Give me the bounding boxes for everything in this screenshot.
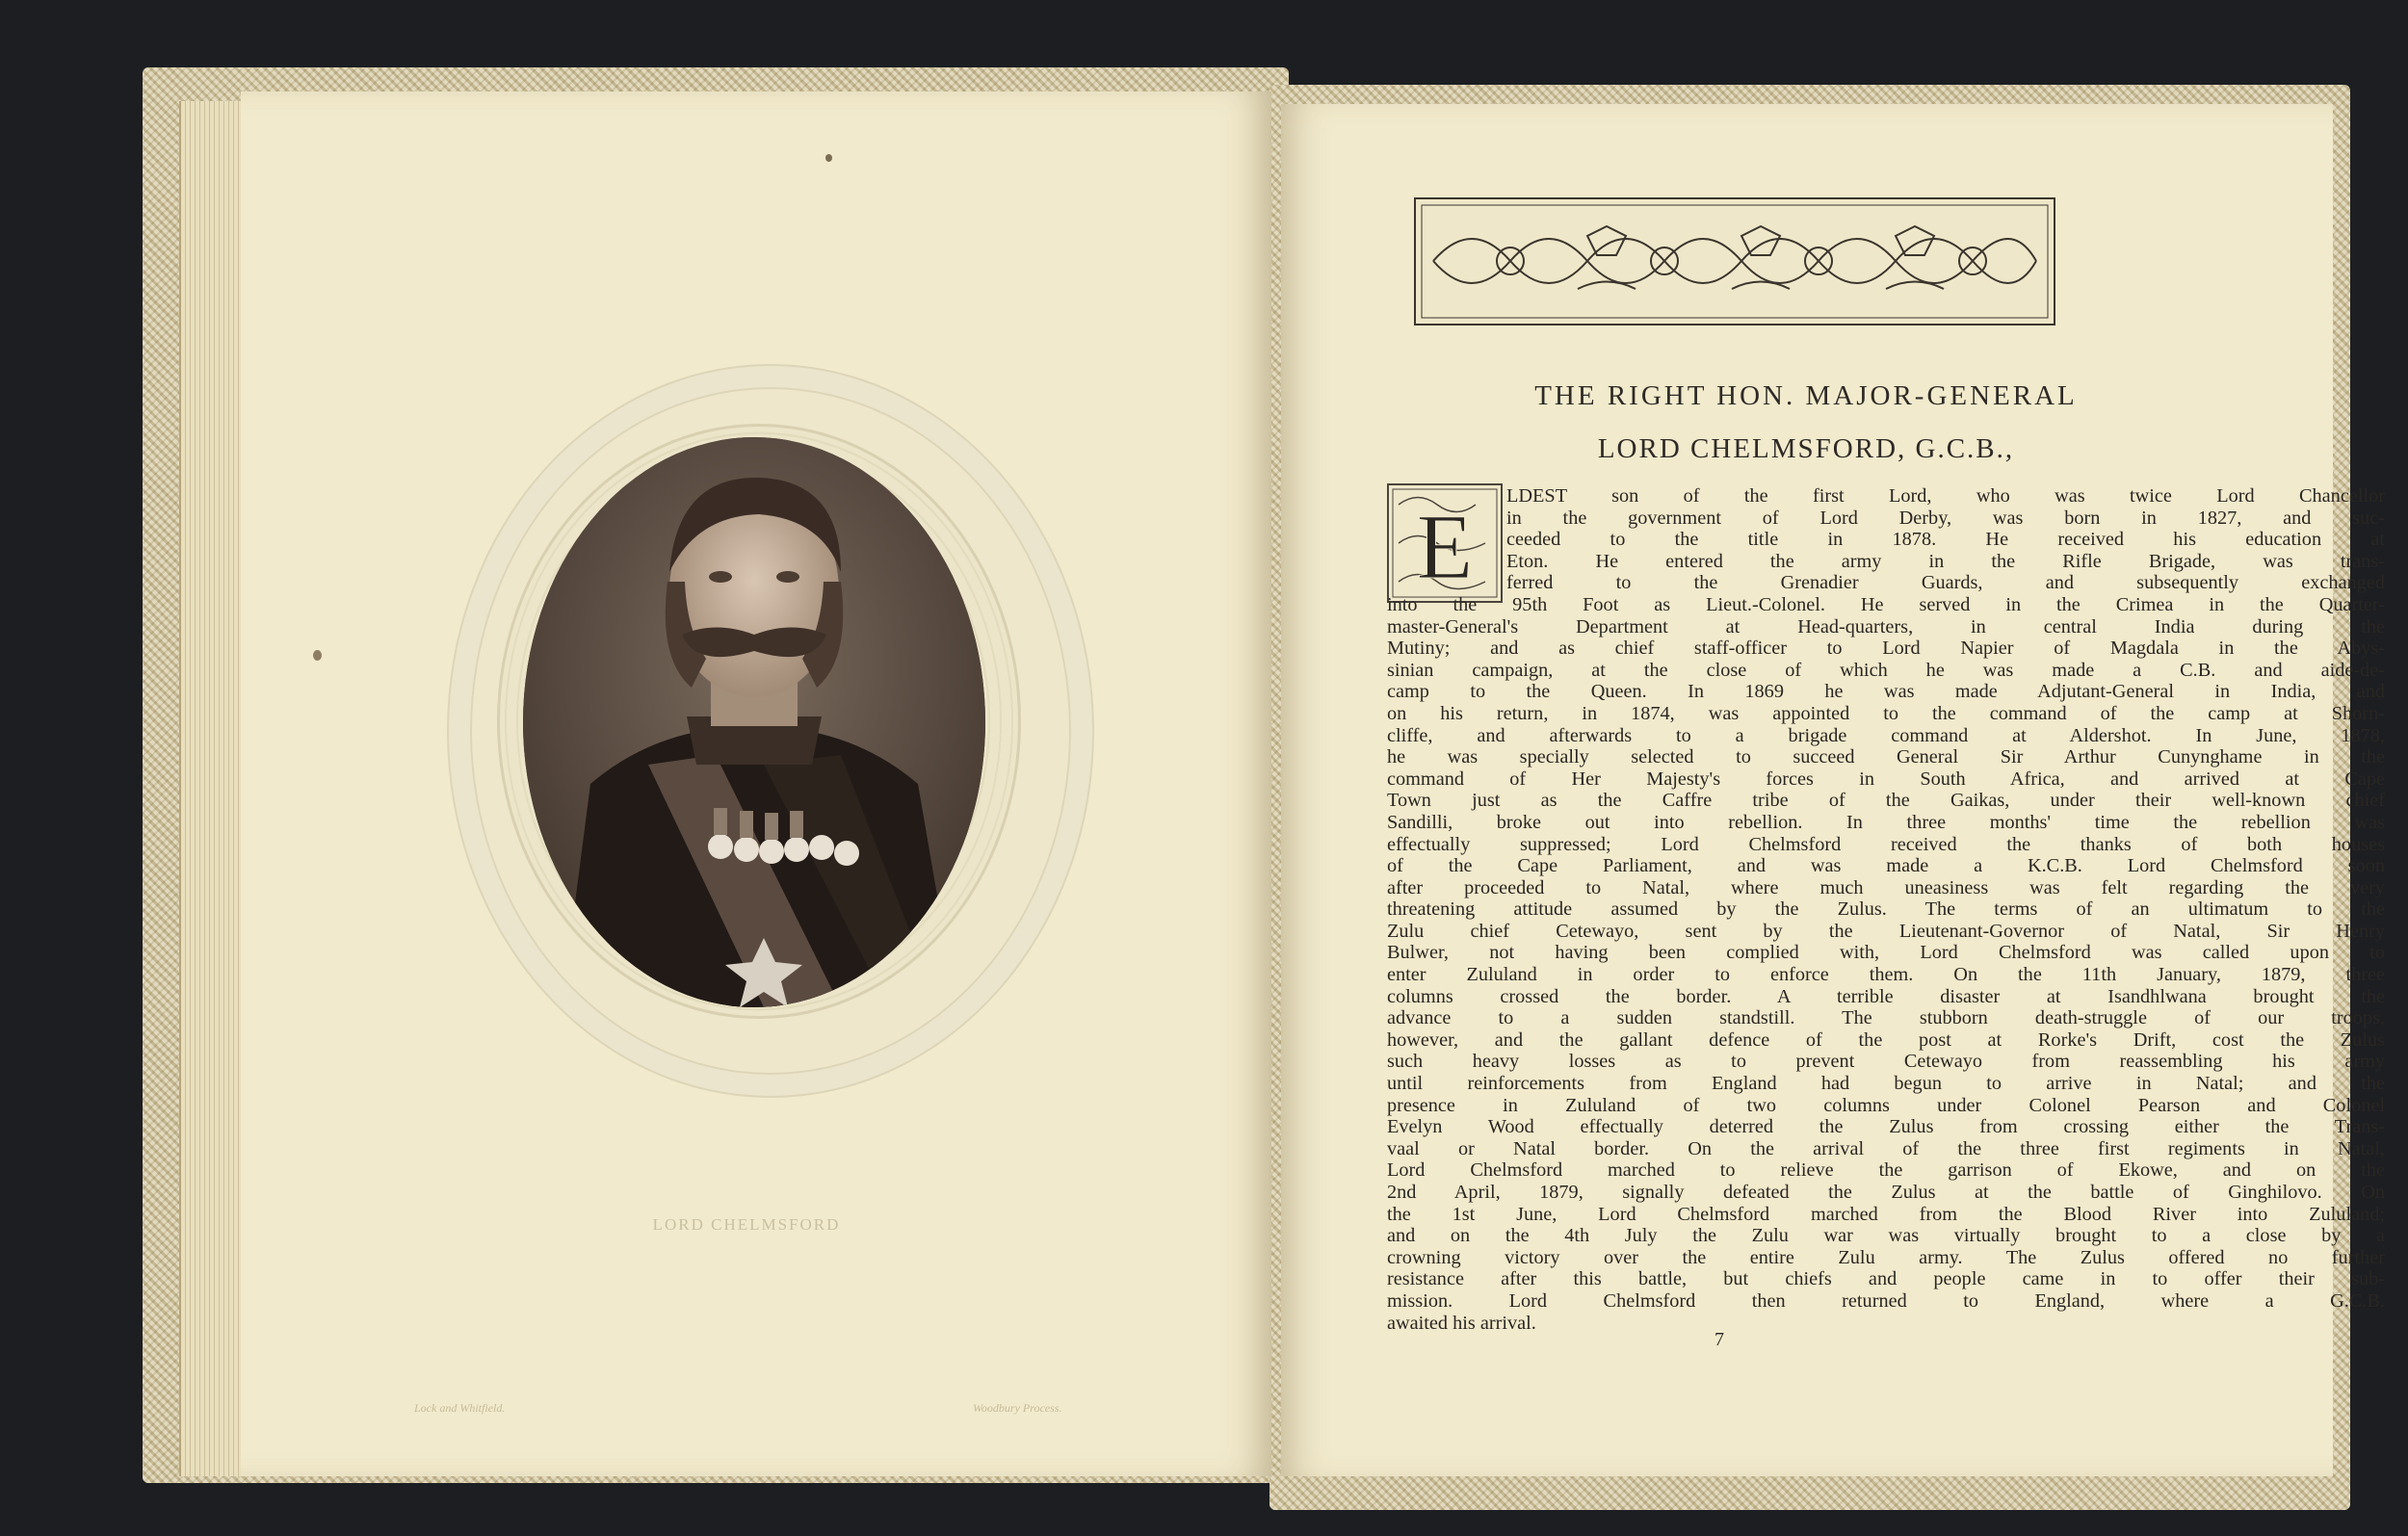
page-edges [179,101,245,1476]
biography-text [1387,485,2385,1334]
text-line: crowning victory over the entire Zulu army. The Zulus offered no further [1387,1246,2385,1268]
text-line: Lord Chelmsford marched to relieve the garrison of Ekowe, and on the [1387,1159,2385,1182]
text-line: threatening attitude assumed by the Zulus. The terms of an ultimatum to the [1387,898,2385,921]
text-line: Zulu chief Cetewayo, sent by the Lieutenant-Governor of Natal, Sir Henry [1387,920,2385,942]
photographer-credit: Lock and Whitfield. [414,1401,506,1415]
text-line: of the Cape Parliament, and was made a K.C.B. Lord Chelmsford soon [1387,855,2385,877]
ornamental-headpiece [1414,197,2055,325]
text-line: the 1st June, Lord Chelmsford marched from the Blood River into Zululand; [1387,1203,2385,1225]
text-line: Eton. He entered the army in the Rifle Brigade, was trans- [1506,550,2385,572]
text-line: such heavy losses as to prevent Cetewayo from reassembling his army [1387,1051,2385,1073]
paper-spot [825,154,832,162]
article-title-line2: LORD CHELMSFORD, G.C.B., [1597,433,2015,464]
text-line: resistance after this battle, but chiefs and people came in to offer their sub- [1387,1268,2385,1290]
svg-text:E: E [1416,495,1474,598]
text-line: ferred to the Grenadier Guards, and subsequently exchanged [1506,572,2385,594]
text-line: awaited his arrival. [1387,1312,1536,1334]
page-number: 7 [1714,1329,1724,1350]
text-line: effectually suppressed; Lord Chelmsford received the thanks of both houses [1387,833,2385,855]
text-line: columns crossed the border. A terrible disaster at Isandhlwana brought the [1387,985,2385,1007]
paper-spot [313,650,322,661]
text-line: mission. Lord Chelmsford then returned to England, where a G.C.B. [1387,1289,2385,1312]
text-line: cliffe, and afterwards to a brigade command at Aldershot. In June, 1878, [1387,724,2385,746]
text-line: ceeded to the title in 1878. He received his education at [1506,529,2385,551]
article-title-line1: THE RIGHT HON. MAJOR-GENERAL [1534,380,2078,411]
text-line: however, and the gallant defence of the post at Rorke's Drift, cost the Zulus [1387,1028,2385,1051]
text-line: into the 95th Foot as Lieut.-Colonel. He served in the Crimea in the Quarter- [1387,593,2385,615]
text-line: presence in Zululand of two columns under Colonel Pearson and Colonel [1387,1094,2385,1116]
text-line: LDEST son of the first Lord, who was twice Lord Chancellor [1506,485,2385,507]
text-line: on his return, in 1874, was appointed to the command of the camp at Shorn- [1387,702,2385,724]
text-line: Town just as the Caffre tribe of the Gaikas, under their well-known chief [1387,790,2385,812]
text-line: master-General's Department at Head-quarters, in central India during the [1387,615,2385,638]
text-line: vaal or Natal border. On the arrival of the three first regiments in Natal, [1387,1137,2385,1159]
text-line: he was specially selected to succeed General Sir Arthur Cunynghame in the [1387,746,2385,768]
text-line: Sandilli, broke out into rebellion. In three months' time the rebellion was [1387,811,2385,833]
text-line: in the government of Lord Derby, was born in 1827, and suc- [1506,507,2385,529]
text-line: Evelyn Wood effectually deterred the Zulus from crossing either the Trans- [1387,1116,2385,1138]
text-line: until reinforcements from England had begun to arrive in Natal; and the [1387,1073,2385,1095]
portrait-photograph [523,437,985,1007]
portrait-image [523,437,985,1007]
text-line: Bulwer, not having been complied with, Lord Chelmsford was called upon to [1387,942,2385,964]
portrait-caption: LORD CHELMSFORD [652,1215,841,1234]
text-line: advance to a sudden standstill. The stubborn death-struggle of our troops, [1387,1007,2385,1029]
text-line: Mutiny; and as chief staff-officer to Lord Napier of Magdala in the Abys- [1387,638,2385,660]
text-line: sinian campaign, at the close of which he was made a C.B. and aide-de- [1387,659,2385,681]
text-line: command of Her Majesty's forces in South Africa, and arrived at Cape [1387,768,2385,790]
text-line: 2nd April, 1879, signally defeated the Zulus at the battle of Ginghilovo. On [1387,1182,2385,1203]
text-line: and on the 4th July the Zulu war was virtually brought to a close by a [1387,1225,2385,1247]
process-credit: Woodbury Process. [973,1401,1062,1415]
text-line: after proceeded to Natal, where much uneasiness was felt regarding the very [1387,876,2385,898]
text-line: camp to the Queen. In 1869 he was made Adjutant-General in India, and [1387,681,2385,703]
text-line: enter Zululand in order to enforce them. On the 11th January, 1879, three [1387,964,2385,986]
